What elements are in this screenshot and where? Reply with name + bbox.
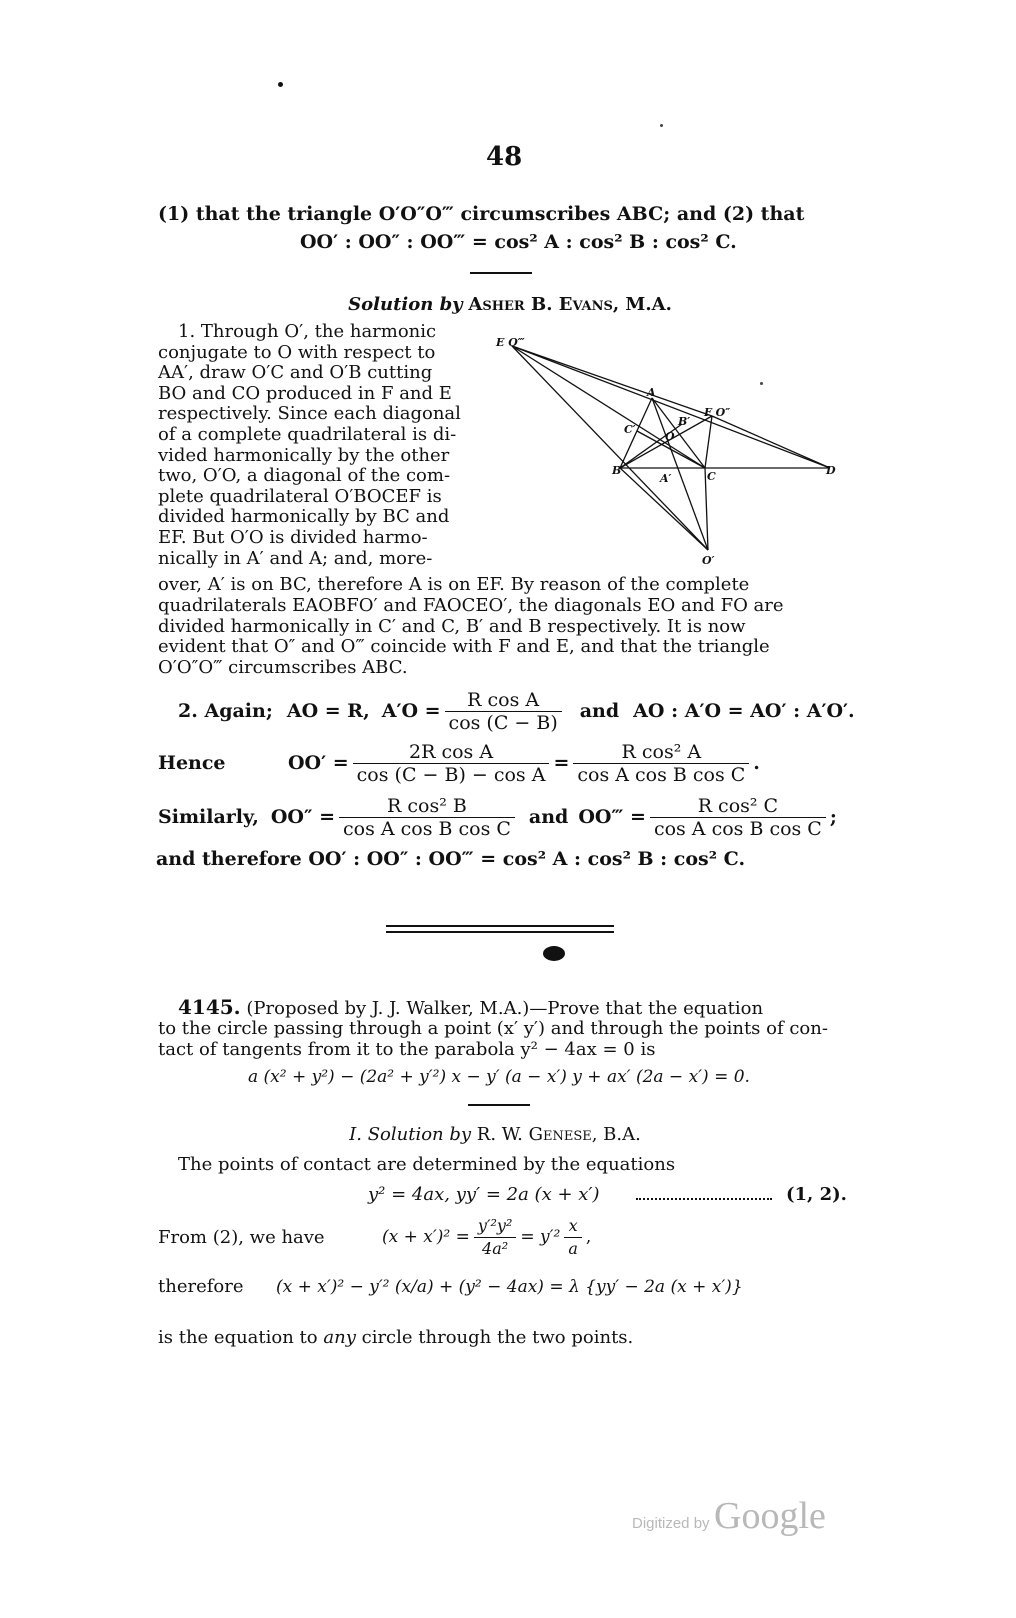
line-c-f — [705, 416, 712, 468]
hence-lhs: OO′ = — [288, 752, 349, 774]
similarly-fraction-2 — [650, 795, 826, 840]
similarly-and: and — [528, 806, 569, 828]
speck — [278, 82, 283, 87]
hence-fraction-1 — [353, 741, 550, 786]
digitized-watermark — [632, 1494, 826, 1538]
double-rule-top — [386, 925, 614, 927]
again-label: 2. Again; — [178, 700, 273, 722]
para1-line: vided harmonically by the other — [158, 444, 450, 466]
again-ao: AO = R, — [286, 700, 370, 722]
closing-emphasis: any — [323, 1327, 356, 1348]
closing-suffix: circle through the two points. — [361, 1327, 634, 1348]
label-d: D — [826, 464, 836, 477]
fraction-denominator: cos A cos B cos C — [342, 817, 511, 840]
speck — [760, 382, 763, 385]
page-number: 48 — [486, 142, 523, 172]
fraction-numerator: y′²y² — [474, 1215, 517, 1238]
para1-full-line: evident that O″ and O‴ coincide with F and E, and that the triangle — [158, 636, 770, 658]
closing-prefix: is the equation to — [158, 1327, 318, 1348]
problem-line1-rest: (Proposed by J. J. Walker, M.A.)—Prove that the equation — [246, 998, 764, 1019]
label-f: F O″ — [704, 406, 731, 419]
problem-4145-line-1 — [178, 996, 763, 1020]
again-and: and — [579, 700, 620, 722]
label-bprime: B′ — [678, 415, 691, 428]
double-rule-bottom — [386, 931, 614, 933]
similarly-fraction-1 — [339, 795, 515, 840]
para1-line: 1. Through O′, the harmonic — [178, 321, 437, 342]
para1-narrow — [158, 322, 474, 569]
fraction-denominator: cos (C − B) — [448, 711, 558, 734]
para1-full-line: quadrilaterals EAOBFO′ and FAOCEO′, the diagonals EO and FO are — [158, 594, 784, 616]
from2-end: , — [585, 1227, 592, 1247]
fraction-denominator: cos (C − B) − cos A — [356, 763, 546, 786]
fraction-denominator: cos A cos B cos C — [653, 817, 822, 840]
problem-4145-line-2: to the circle passing through a point (x′ y′) and through the points of con- — [158, 1018, 828, 1039]
hence-fraction-2 — [573, 741, 749, 786]
watermark-prefix: Digitized by — [632, 1515, 710, 1532]
fraction-denominator: 4a² — [482, 1238, 509, 1258]
para1-line: conjugate to O with respect to — [158, 341, 436, 363]
para1-line: plete quadrilateral O′BOCEF is — [158, 485, 442, 507]
para1-line: BO and CO produced in F and E — [158, 382, 452, 404]
from2-fraction-2 — [564, 1215, 582, 1260]
section-rule — [470, 272, 532, 274]
fraction-numerator: x — [564, 1215, 582, 1238]
from2-lhs: (x + x′)² = — [382, 1227, 470, 1247]
solution-header-genese — [280, 1124, 710, 1146]
contact-points-line: The points of contact are determined by the equations — [178, 1154, 676, 1175]
label-e: E O‴ — [496, 336, 525, 349]
from2-equation — [158, 1212, 591, 1262]
again-fraction — [445, 689, 562, 734]
para1-line: nically in A′ and A; and, more- — [158, 547, 433, 569]
watermark-brand: Google — [714, 1495, 826, 1537]
fraction-numerator: R cos² B — [339, 795, 515, 818]
again-ratio: AO : A′O = AO′ : A′O′. — [633, 700, 855, 722]
para1-full-line: O′O″O‴ circumscribes ABC. — [158, 657, 408, 679]
again-equation — [178, 688, 855, 734]
from2-mid: = y′² — [520, 1227, 561, 1247]
similarly-equation — [158, 794, 837, 840]
solution-author: Asher B. Evans, M.A. — [468, 294, 672, 315]
para1-full-line: over, A′ is on BC, therefore A is on EF. By reason of the complete — [158, 574, 750, 595]
para1-line: of a complete quadrilateral is di- — [158, 423, 457, 445]
line-a-c — [652, 398, 705, 468]
speck — [660, 124, 663, 127]
similarly-label: Similarly, — [158, 806, 259, 828]
hence-label: Hence — [158, 752, 226, 774]
line-e-f — [512, 346, 712, 416]
para1-full-line: divided harmonically in C′ and C, B′ and B respectively. It is now — [158, 615, 746, 637]
solution2-author: R. W. Genese, B.A. — [476, 1124, 641, 1145]
line-e-c — [512, 346, 705, 468]
intro-line-1: (1) that the triangle O′O″O‴ circumscribes ABC; and (2) that — [158, 203, 805, 225]
fraction-numerator: 2R cos A — [353, 741, 550, 764]
dot-leader — [636, 1198, 772, 1200]
ornament-dot — [543, 946, 565, 961]
para1-line: EF. But O′O is divided harmo- — [158, 526, 428, 548]
fraction-numerator: R cos² A — [573, 741, 749, 764]
hence-equation — [158, 740, 760, 786]
fraction-denominator: a — [568, 1238, 578, 1258]
similarly-end: ; — [829, 806, 837, 828]
equations-1-2-label: (1, 2). — [786, 1184, 847, 1205]
hence-eq: = — [553, 752, 570, 774]
again-aprime-o: A′O = — [381, 700, 441, 722]
label-a: A — [647, 386, 656, 399]
triangle-diagram — [490, 328, 850, 568]
problem-number: 4145. — [178, 995, 241, 1019]
para1-line: respectively. Since each diagonal — [158, 403, 461, 425]
solution2-prefix: I. Solution by — [349, 1124, 472, 1145]
fraction-numerator: R cos² C — [650, 795, 826, 818]
problem-4145-equation: a (x² + y²) − (2a² + y′²) x − y′ (a − x′) y + ax′ (2a − x′) = 0. — [248, 1067, 750, 1087]
therefore-label-2: therefore — [158, 1276, 244, 1297]
equations-1-2: y² = 4ax, yy′ = 2a (x + x′) — [368, 1184, 600, 1205]
para1-line: divided harmonically by BC and — [158, 506, 450, 528]
similarly-lhs1: OO″ = — [270, 806, 335, 828]
line-f-d — [712, 416, 830, 468]
para1-line: AA′, draw O′C and O′B cutting — [158, 362, 433, 384]
fraction-numerator: R cos A — [445, 689, 562, 712]
intro-line-2: OO′ : OO″ : OO‴ = cos² A : cos² B : cos² C. — [300, 231, 737, 253]
hence-end: . — [753, 752, 760, 774]
para1-full — [158, 575, 848, 679]
therefore-equation-2: (x + x′)² − y′² (x/a) + (y² − 4ax) = λ {yy′ − 2a (x + x′)} — [276, 1277, 743, 1297]
label-aprime: A′ — [660, 472, 672, 485]
solution-prefix: Solution by — [348, 294, 463, 315]
label-oprime: O′ — [702, 554, 715, 567]
line-e-oprime — [512, 346, 708, 550]
para1-line: two, O′O, a diagonal of the com- — [158, 465, 451, 487]
from2-label: From (2), we have — [158, 1226, 325, 1248]
label-c: C — [707, 470, 716, 483]
closing-line — [158, 1327, 633, 1349]
label-b: B — [612, 464, 622, 477]
section-rule-2 — [468, 1104, 530, 1106]
from2-fraction-1 — [474, 1215, 517, 1260]
solution-header-evans — [280, 294, 740, 316]
label-o: O — [665, 430, 675, 443]
problem-4145-line-3: tact of tangents from it to the parabola y² − 4ax = 0 is — [158, 1039, 656, 1060]
label-cprime: C′ — [624, 423, 636, 436]
fraction-denominator: cos A cos B cos C — [577, 763, 746, 786]
similarly-lhs2: OO‴ = — [578, 806, 646, 828]
therefore-line: and therefore OO′ : OO″ : OO‴ = cos² A : cos² B : cos² C. — [156, 848, 746, 870]
